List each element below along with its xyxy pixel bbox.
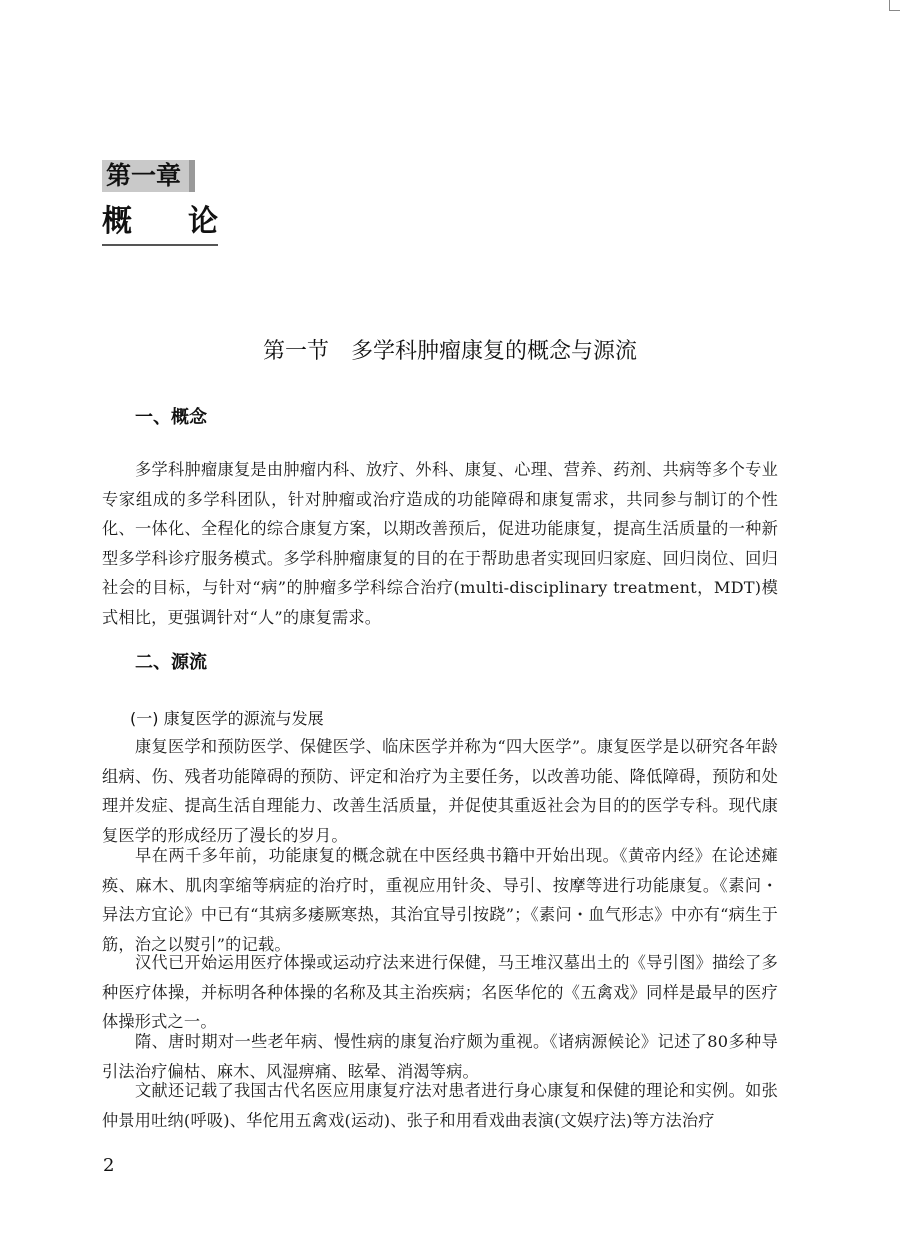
page-number: 2 — [103, 1155, 115, 1176]
paragraph-literature: 文献还记载了我国古代名医应用康复疗法对患者进行身心康复和保健的理论和实例。如张仲景用吐纳(呼吸)、华佗用五禽戏(运动)、张子和用看戏曲表演(文娱疗法)等方法治疗 — [102, 1081, 778, 1130]
crop-mark — [889, 0, 900, 11]
section-title — [0, 336, 900, 368]
chapter-title-char: 概 — [102, 204, 132, 239]
paragraph-classics: 早在两千多年前，功能康复的概念就在中医经典书籍中开始出现。《黄帝内经》在论述瘫痪、麻木、肌肉挛缩等病症的治疗时，重视应用针灸、导引、按摩等进行功能康复。《素问・异法方宜论》中已有“其病多痿厥寒热，其治宜导引按跷”；《素问・血气形志》中亦有“病生于筋，治之以熨引”的记载。 — [102, 846, 778, 954]
subsection-heading-origin: 二、源流 — [135, 652, 207, 673]
chapter-label: 第一章 — [102, 160, 195, 192]
subsection-heading-concept: 一、概念 — [135, 407, 207, 428]
paragraph-rehab-medicine: 康复医学和预防医学、保健医学、临床医学并称为“四大医学”。康复医学是以研究各年龄组病、伤、残者功能障碍的预防、评定和治疗为主要任务，以改善功能、降低障碍，预防和处理并发症、提高生活自理能力、改善生活质量，并促使其重返社会为目的的医学专科。现代康复医学的形成经历了漫长的岁月。 — [102, 737, 778, 845]
paragraph-concept: 多学科肿瘤康复是由肿瘤内科、放疗、外科、康复、心理、营养、药剂、共病等多个专业专家组成的多学科团队，针对肿瘤或治疗造成的功能障碍和康复需求，共同参与制订的个性化、一体化、全程化的综合康复方案，以期改善预后，促进功能康复，提高生活质量的一种新型多学科诊疗服务模式。多学科肿瘤康复的目的在于帮助患者实现回归家庭、回归岗位、回归社会的目标，与针对“病”的肿瘤多学科综合治疗(multi-disciplinary treatment，MDT)模式相比，更强调针对“人”的康复需求。 — [102, 460, 778, 627]
section-title-text: 多学科肿瘤康复的概念与源流 — [351, 339, 638, 364]
paragraph-sui-tang: 隋、唐时期对一些老年病、慢性病的康复治疗颇为重视。《诸病源候论》记述了80多种导引法治疗偏枯、麻木、风湿痹痛、眩晕、消渴等病。 — [102, 1032, 778, 1081]
chapter-title — [102, 202, 218, 246]
subsubsection-heading: (一) 康复医学的源流与发展 — [130, 709, 324, 728]
chapter-title-char: 论 — [188, 204, 218, 239]
section-number: 第一节 — [262, 339, 329, 364]
paragraph-han-dynasty: 汉代已开始运用医疗体操或运动疗法来进行保健，马王堆汉墓出土的《导引图》描绘了多种医疗体操，并标明各种体操的名称及其主治疾病；名医华佗的《五禽戏》同样是最早的医疗体操形式之一。 — [102, 953, 778, 1031]
